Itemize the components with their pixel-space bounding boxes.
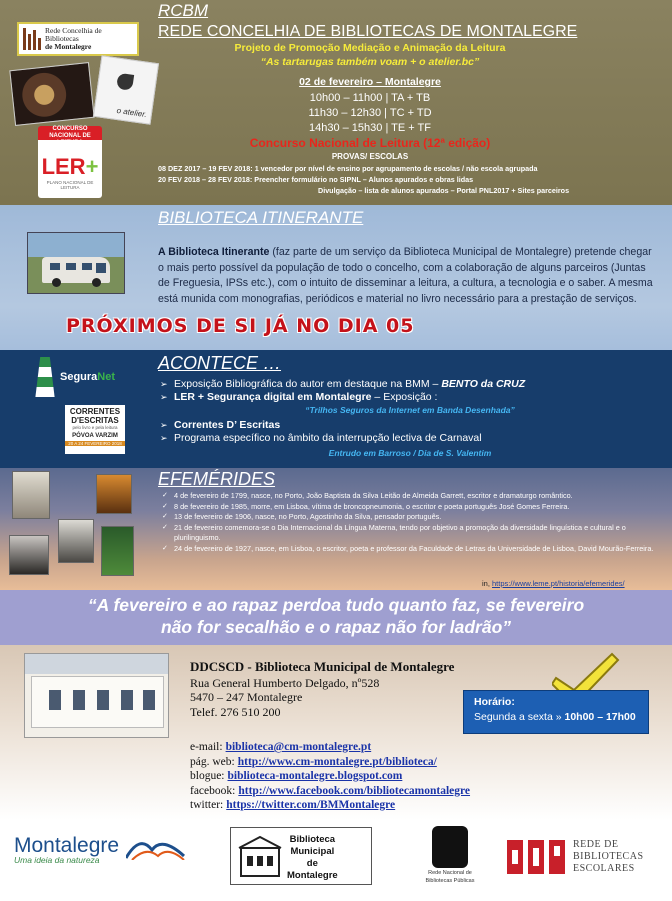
web-link[interactable]: http://www.cm-montalegre.pt/biblioteca/ (237, 755, 437, 768)
rcbm-title: RCBM (158, 1, 209, 20)
correntes-line5: 20 A 24 FEVEREIRO 2018 (65, 441, 125, 446)
project-name: Projeto de Promoção Mediação e Animação da Leitura (234, 42, 506, 54)
efemerides-title: EFEMÉRIDES (158, 469, 276, 489)
proximos-banner: PRÓXIMOS DE SI JÁ NO DIA 05 (66, 315, 415, 337)
mountains-icon (126, 834, 186, 860)
rcbm-logo (17, 22, 139, 56)
montalegre-wordmark: Montalegre (14, 834, 120, 857)
seguranet-logo (33, 355, 125, 399)
provas-label: PROVAS/ ESCOLAS (331, 152, 409, 161)
tartarugas-photo (9, 62, 94, 126)
bml-logo (230, 827, 372, 885)
library-building-photo (24, 653, 169, 738)
item4-text: Programa específico no âmbito da interrupção lectiva de Carnaval (174, 432, 482, 444)
rnbp-line2: Bibliotecas Públicas (425, 878, 475, 884)
bus-icon (42, 257, 110, 283)
rcbm-logo-line1: Rede Concelhia de Bibliotecas (45, 25, 102, 43)
portrait-agostinho-silva (58, 519, 94, 563)
web-label: pág. web: (190, 755, 235, 768)
list-item: ✓ 24 de fevereiro de 1927, nasce, em Lisboa, o escritor, poeta e professor da Faculdade de Letras da Universidade de Lisboa, David Mourão-Ferreira. (160, 544, 660, 555)
schedule-line: 10h00 – 11h00 | TA + TB (309, 92, 431, 104)
email-label: e-mail: (190, 741, 223, 753)
rule-line: 20 FEV 2018 – 28 FEV 2018: Preencher formulário no SIPNL – Alunos apurados e obras lidas (158, 175, 474, 184)
rnbp-line1: Rede Nacional de (428, 870, 472, 876)
item2-bold: LER + Segurança digital em Montalegre (174, 391, 372, 403)
seguranet-a: Segura (60, 371, 98, 383)
bml-text: Biblioteca Municipal de Montalegre (287, 834, 338, 881)
correntes-line2: D'ESCRITAS (71, 416, 119, 425)
rbe-line3: ESCOLARES (573, 863, 635, 874)
item1-bold: BENTO da CRUZ (441, 378, 526, 390)
quote-line2: não for secalhão e o rapaz não for ladrão” (160, 617, 512, 637)
list-item (160, 378, 660, 391)
rcbm-heading: REDE CONCELHIA DE BIBLIOTECAS DE MONTALEGRE (158, 23, 578, 40)
concurso-nacional-leitura-logo (38, 126, 102, 198)
twitter-label: twitter: (190, 799, 224, 811)
horario-hours: 10h00 – 17h00 (564, 711, 636, 723)
rule-line: Divulgação – lista de alunos apurados – Portal PNL2017 + Sites parceiros (318, 186, 570, 195)
schedule-line: 11h30 – 12h30 | TC + TD (308, 107, 432, 119)
concurso-logo-top-text: CONCURSO NACIONAL DE LEITURA (49, 126, 91, 146)
source-prefix: in, (482, 579, 493, 588)
concurso-title: Concurso Nacional de Leitura (12ª edição) (249, 136, 491, 150)
blog-label: blogue: (190, 770, 225, 782)
postcode: 5470 – 247 Montalegre (190, 690, 303, 704)
portrait-gomes-ferreira (96, 474, 132, 514)
bird-icon (116, 73, 134, 91)
list-item: ✓ 8 de fevereiro de 1985, morre, em Lisboa, vítima de broncopneumonia, o escritor e poeta português José Gomes Ferreira. (160, 502, 660, 513)
lighthouse-icon (33, 357, 57, 397)
project-title: “As tartarugas também voam + o atelier.bc” (260, 56, 480, 68)
contact-address (190, 660, 480, 719)
rbe-mark-icon (507, 840, 567, 874)
efemerides-list (160, 491, 660, 554)
concurso-logo-bottom-text: PLANO NACIONAL DE LEITURA (46, 180, 94, 190)
facebook-label: facebook: (190, 784, 236, 797)
item2-subtitle: “Trilhos Seguros da Internet em Banda Desenhada” (305, 405, 515, 415)
list-item (160, 419, 660, 432)
twitter-link[interactable]: https://twitter.com/BMMontalegre (226, 799, 396, 811)
concurso-rules (158, 163, 668, 196)
acontece-list (160, 378, 660, 460)
contact-links (190, 740, 610, 813)
quote-line1: “A fevereiro e ao rapaz perdoa tudo quanto faz, se fevereiro (87, 595, 585, 615)
book-cover-lingua-materna (101, 526, 134, 576)
horario-title: Horário: (474, 696, 515, 708)
email-link[interactable]: biblioteca@cm-montalegre.pt (225, 741, 372, 753)
acontece-title: ACONTECE … (158, 353, 282, 373)
item3-bold: Correntes D’ Escritas (174, 419, 281, 431)
itinerante-lead: A Biblioteca Itinerante (158, 246, 270, 258)
ler-text: LER (41, 154, 86, 179)
books-icon (23, 28, 41, 50)
rcbm-logo-line2: de Montalegre (45, 42, 92, 52)
item1-prefix: Exposição Bibliográfica do autor em destaque na BMM – (174, 378, 442, 390)
schedule-line: 14h30 – 15h30 | TE + TF (308, 122, 431, 134)
rbe-line2: BIBLIOTECAS (573, 851, 644, 862)
rnbp-logo (415, 826, 485, 888)
bus-photo (27, 232, 125, 294)
portrait-mourao-ferreira (9, 535, 49, 575)
list-item: ✓ 21 de fevereiro comemora-se o Dia Internacional da Língua Materna, tendo por objetivo a promoção da diversidade linguística e cultural e o plurilinguismo. (160, 523, 660, 544)
book-icon (432, 826, 468, 868)
correntes-escritas-logo (65, 405, 125, 454)
session-date: 02 de fevereiro – Montalegre (299, 76, 441, 88)
list-item: ✓ 13 de fevereiro de 1906, nasce, no Porto, Agostinho da Silva, pensador português. (160, 512, 660, 523)
library-name: DDCSCD - Biblioteca Municipal de Montalegre (190, 659, 455, 674)
plus-icon: + (85, 154, 99, 179)
blog-link[interactable]: biblioteca-montalegre.blogspot.com (227, 770, 403, 782)
itinerante-title: BIBLIOTECA ITINERANTE (158, 208, 364, 227)
phone: Telef. 276 510 200 (190, 704, 281, 719)
rule-line: 08 DEZ 2017 – 19 FEV 2018: 1 vencedor por nível de ensino por agrupamento de escolas / não escola agrupada (158, 164, 538, 173)
street: Rua General Humberto Delgado, nº528 (190, 675, 380, 690)
itinerante-body: (faz parte de um serviço da Biblioteca Municipal de Montalegre) pretende chegar o mais perto possível da população de todo o concelho, com a colaboração de alguns parceiros (Juntas de Freguesia, IPSs etc.), com o intuito de disseminar a leitura, a cultura, a tecnologia e o saber. A mesma está munida com monografias, periódicos e material no livro necessário para a prestação de serviços. (158, 246, 653, 305)
source-link[interactable]: https://www.leme.pt/historia/efemerides/ (492, 579, 625, 588)
montalegre-slogan: Uma ideia da natureza (14, 855, 100, 865)
atelier-photo (93, 55, 159, 124)
montalegre-logo (14, 834, 184, 878)
portrait-garrett (12, 471, 50, 519)
horario-box (463, 690, 649, 734)
item4-subtitle: Entrudo em Barroso / Dia de S. Valentim (328, 448, 492, 458)
efemerides-source (482, 579, 625, 588)
rbe-logo (507, 838, 662, 878)
item2-suffix: – Exposição : (371, 391, 438, 403)
list-item (160, 432, 660, 445)
correntes-line4: PÓVOA VARZIM (72, 433, 118, 439)
rbe-line1: REDE DE (573, 839, 619, 850)
horario-days: Segunda a sexta » (474, 711, 565, 723)
list-item (160, 391, 660, 404)
correntes-line3: pelo livro e pela leitura (72, 425, 118, 430)
atelier-caption: o atelier. (116, 105, 148, 120)
building-icon (237, 834, 283, 880)
seguranet-b: Net (97, 371, 116, 383)
facebook-link[interactable]: http://www.facebook.com/bibliotecamontalegre (238, 784, 471, 797)
proverb-quote (0, 594, 672, 638)
itinerante-description (158, 245, 658, 307)
list-item: ✓ 4 de fevereiro de 1799, nasce, no Porto, João Baptista da Silva Leitão de Almeida Garrett, escritor e dramaturgo romântico. (160, 491, 660, 502)
correntes-line1: CORRENTES (69, 407, 121, 416)
